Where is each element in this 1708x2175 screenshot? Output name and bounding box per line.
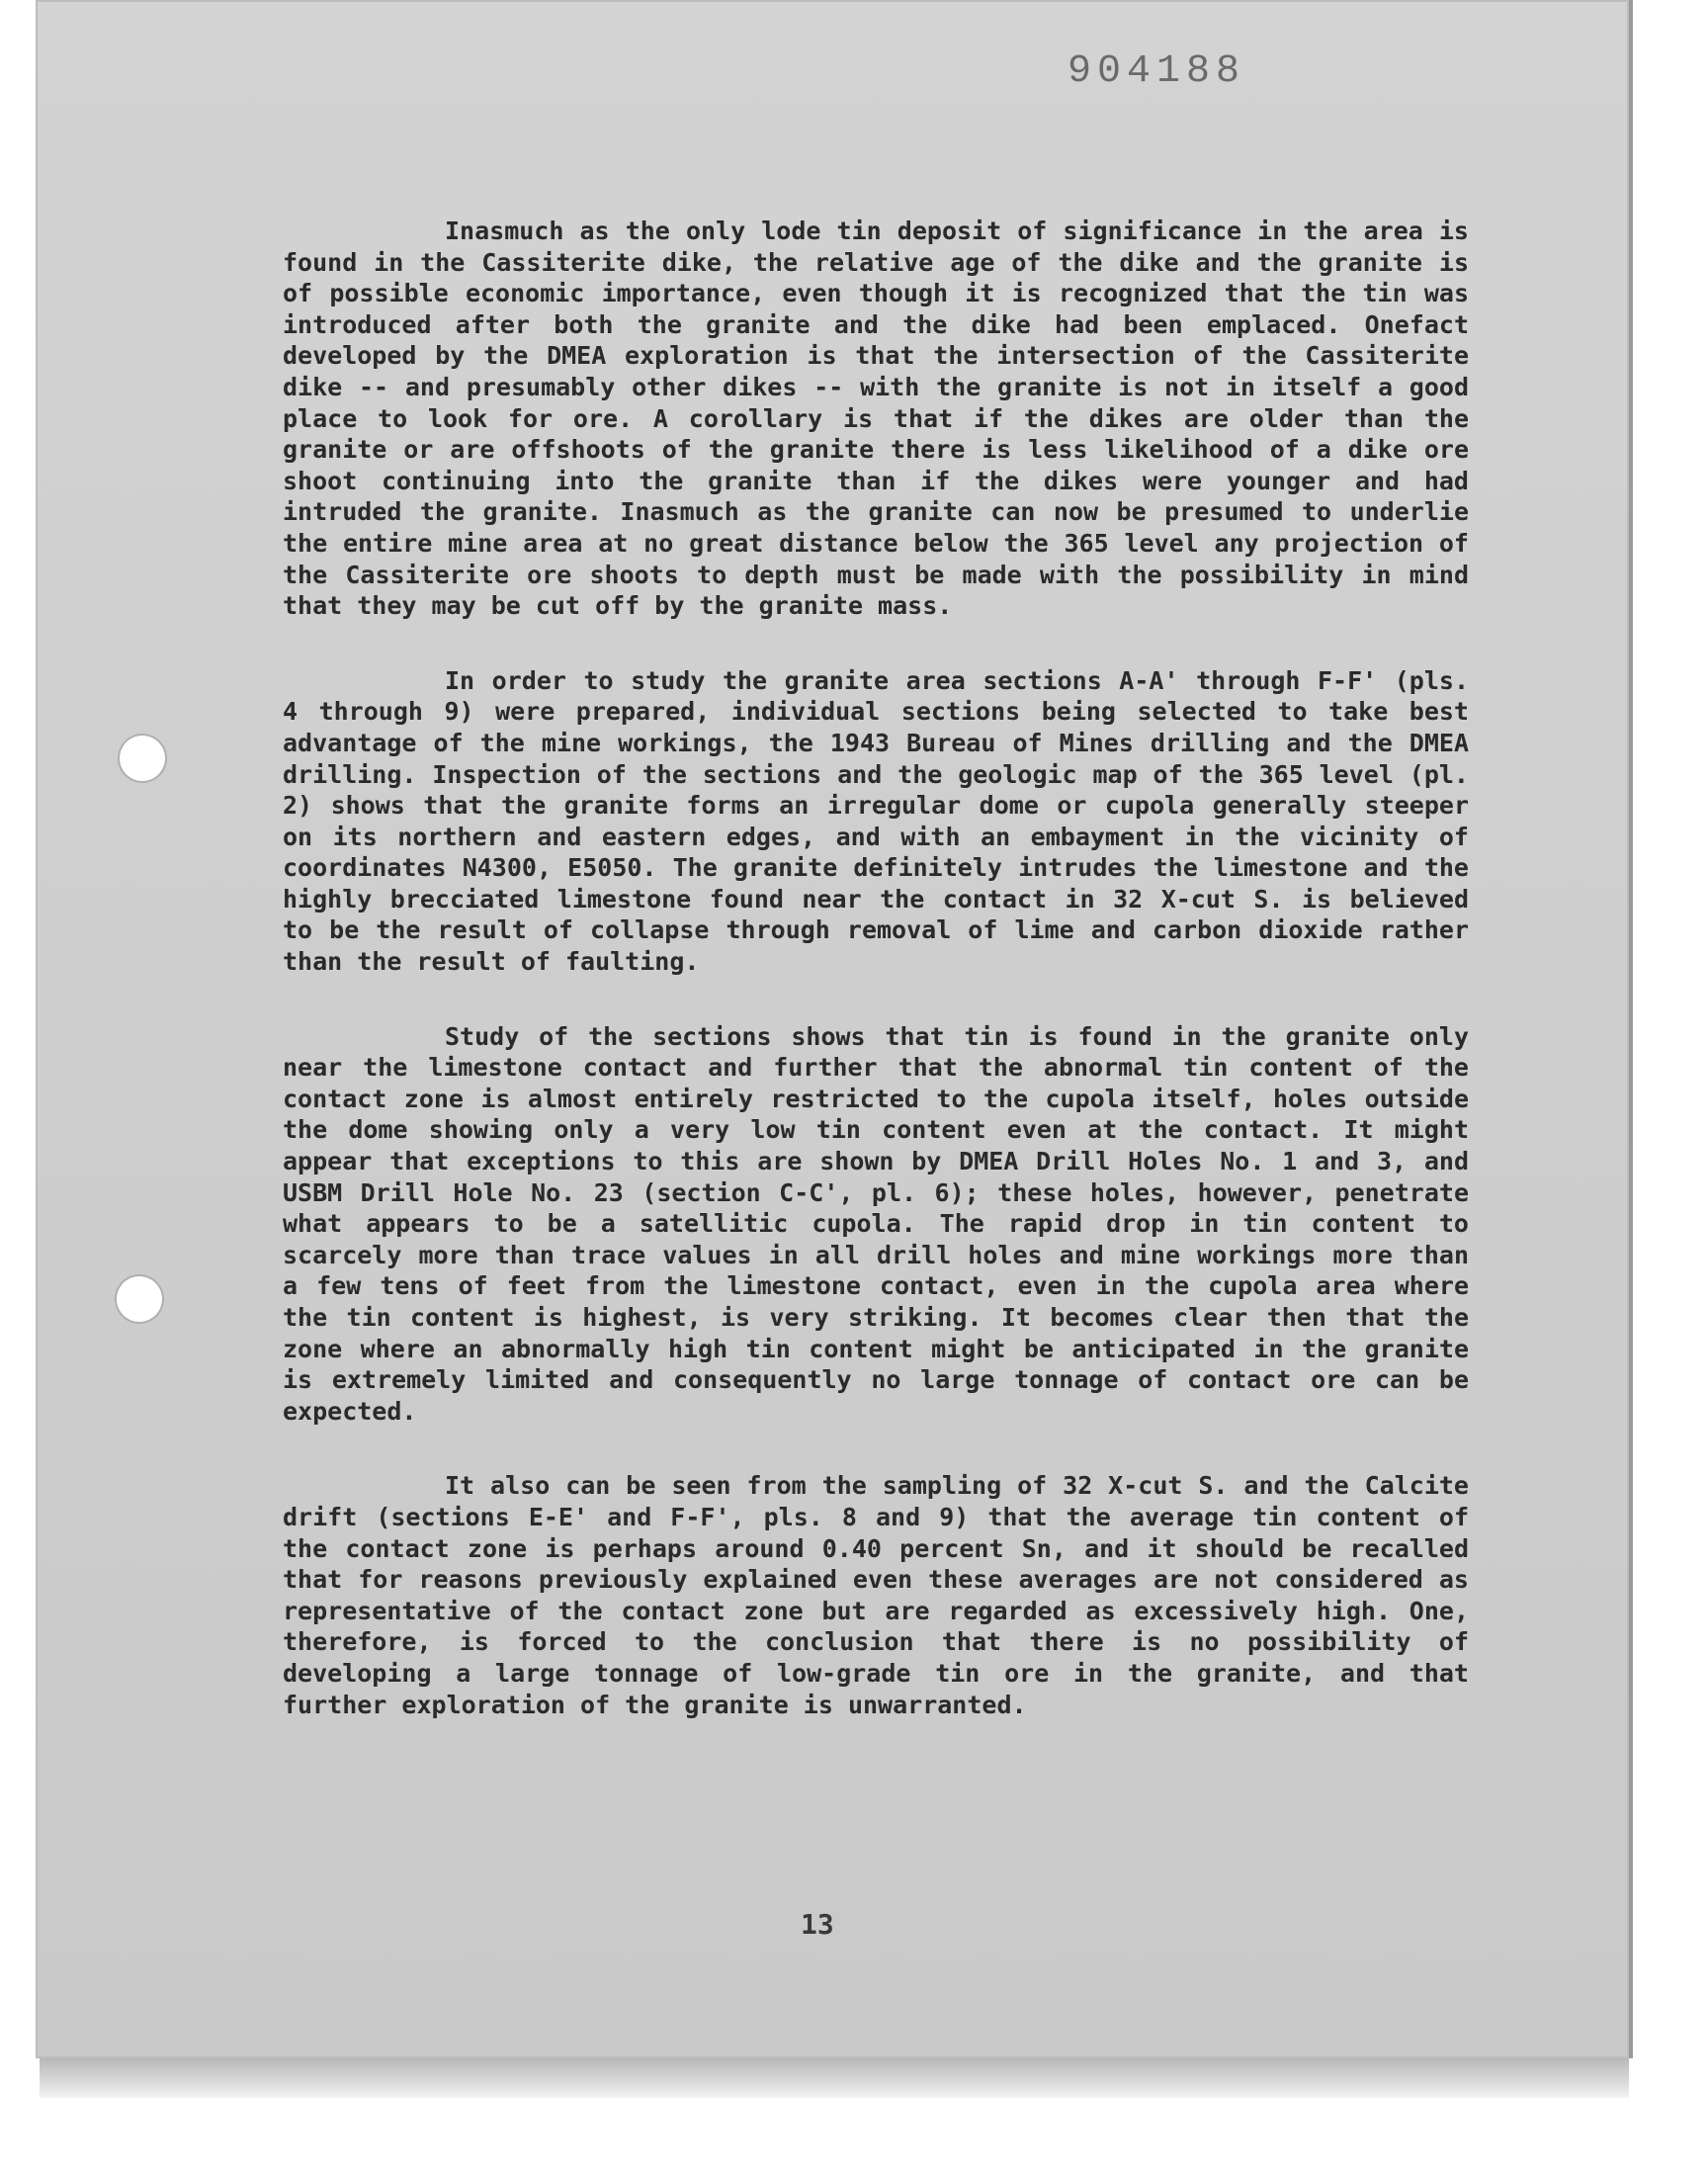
paragraph-4: It also can be seen from the sampling of 32 X-cut S. and the Calcite drift (sections E-E' and F-F', pls. 8 and 9) that the average tin content of the contact zone is perhaps around 0.40 percent Sn, and it should be recalled that for reasons previously explained even these averages are not considered as representative of the contact zone but are regarded as excessively high. One, therefore, is forced to the conclusion that there is no possibility of developing a large tonnage of low-grade tin ore in the granite, and that further exploration of the granite is unwarranted. [283,1471,1469,1719]
paragraph-1: Inasmuch as the only lode tin deposit of significance in the area is found in the Cassiterite dike, the relative age of the dike and the granite is of possible economic importance, even though it is recognized that the tin was introduced after both the granite and the dike had been emplaced. Onefact developed by the DMEA exploration is that the intersection of the Cassiterite dike -- and presumably other dikes -- with the granite is not in itself a good place to look for ore. A corollary is that if the dikes are older than the granite or are offshoots of the granite there is less likelihood of a dike ore shoot continuing into the granite than if the dikes were younger and had intruded the granite. Inasmuch as the granite can now be presumed to underlie the entire mine area at no great distance below the 365 level any projection of the Cassiterite ore shoots to depth must be made with the possibility in mind that they may be cut off by the granite mass. [283,217,1469,621]
document-number: 904188 [1068,49,1246,94]
scan-bottom-band [40,2058,1629,2098]
body-text [283,216,1469,1764]
punch-hole-bottom [117,1276,162,1322]
paragraph-2: In order to study the granite area sections A-A' through F-F' (pls. 4 through 9) were prepared, individual sections being selected to take best advantage of the mine workings, the 1943 Bureau of Mines drilling and the DMEA drilling. Inspection of the sections and the geologic map of the 365 level (pl. 2) shows that the granite forms an irregular dome or cupola generally steeper on its northern and eastern edges, and with an embayment in the vicinity of coordinates N4300, E5050. The granite definitely intrudes the limestone and the highly brecciated limestone found near the contact in 32 X-cut S. is believed to be the result of collapse through removal of lime and carbon dioxide rather than the result of faulting. [283,665,1469,977]
page-number: 13 [801,1908,834,1941]
bleed-through-mark [346,77,371,117]
page-edge [1629,0,1633,2058]
paragraph-3: Study of the sections shows that tin is found in the granite only near the limestone contact and further that the abnormal tin content of the contact zone is almost entirely restricted to the cupola itself, holes outside the dome showing only a very low tin content even at the contact. It might appear that exceptions to this are shown by DMEA Drill Holes No. 1 and 3, and USBM Drill Hole No. 23 (section C-C', pl. 6); these holes, however, penetrate what appears to be a satellitic cupola. The rapid drop in tin content to scarcely more than trace values in all drill holes and mine workings more than a few tens of feet from the limestone contact, even in the cupola area where the tin content is highest, is very striking. It becomes clear then that the zone where an abnormally high tin content might be anticipated in the granite is extremely limited and consequently no large tonnage of contact ore can be expected. [283,1021,1469,1426]
punch-hole-top [120,736,165,781]
